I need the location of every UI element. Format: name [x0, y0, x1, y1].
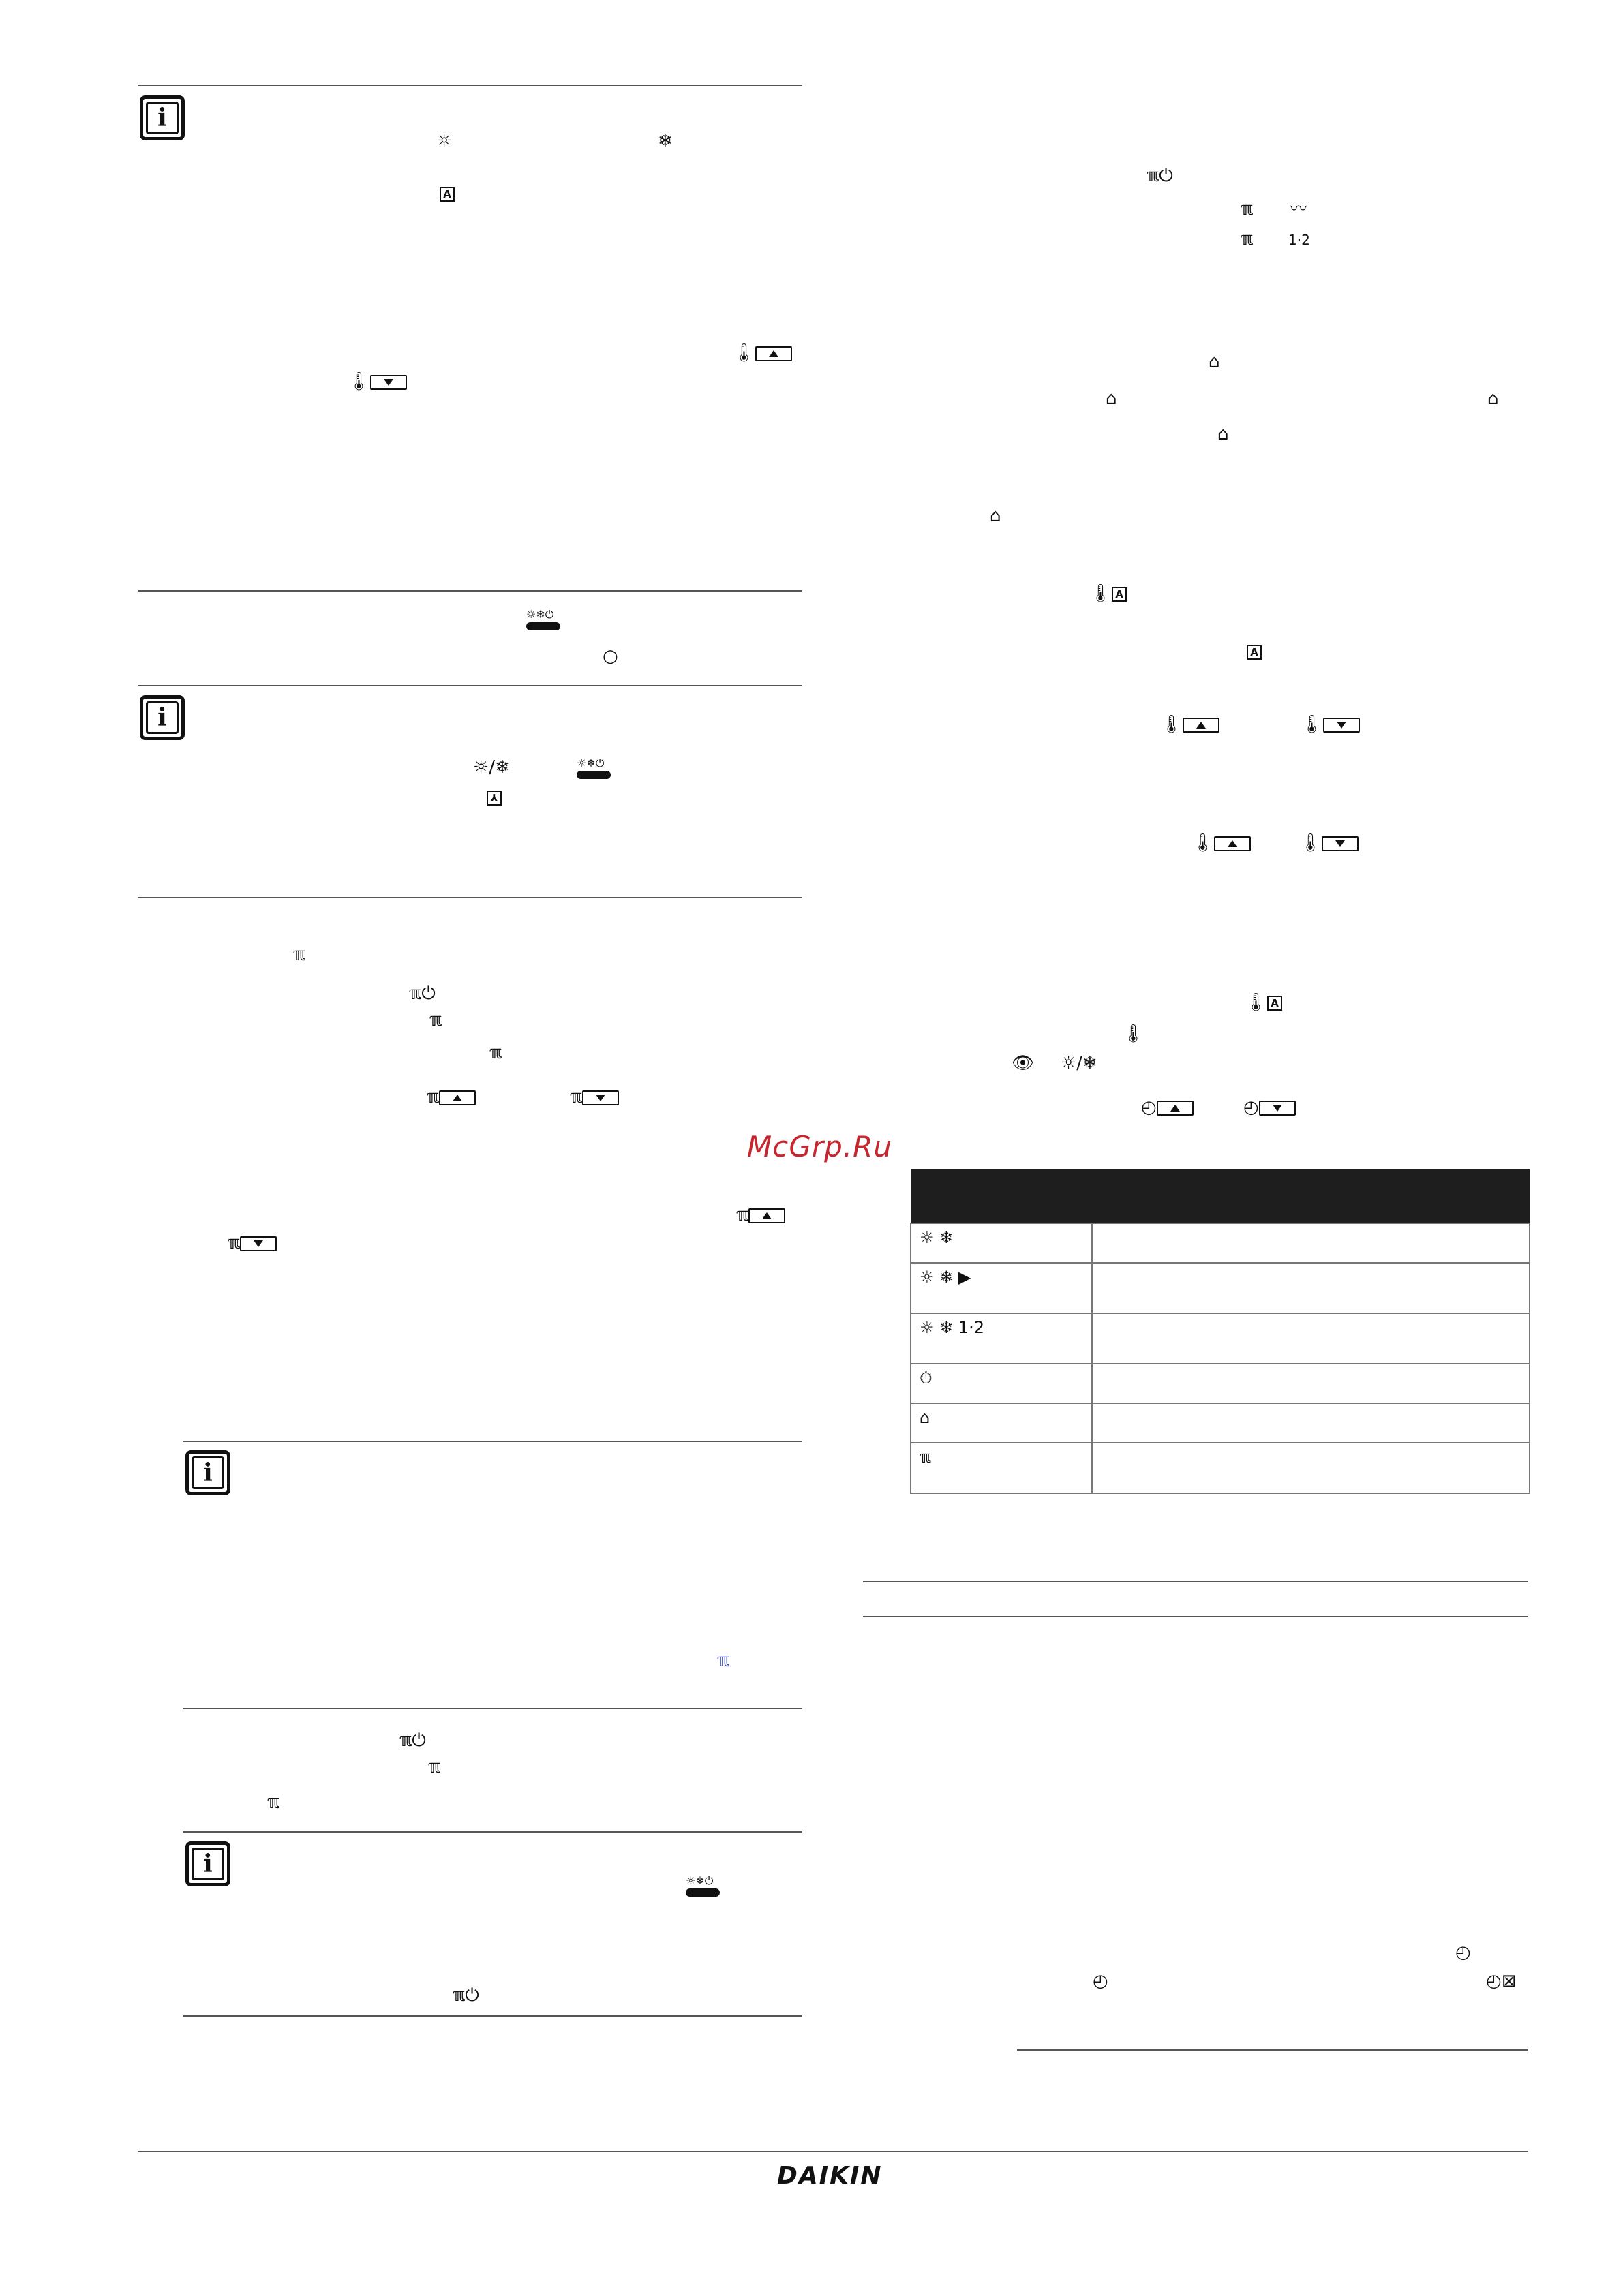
house-icon: ⌂ — [1487, 388, 1499, 409]
arrow-down-icon — [370, 375, 407, 390]
one-two-icon: 1·2 — [1288, 232, 1310, 248]
pill-icon — [526, 622, 560, 630]
thermometer-icon: 🌡 — [1160, 714, 1183, 735]
table-cell-text — [1092, 1313, 1530, 1364]
footer-divider — [138, 2151, 1528, 2152]
table-cell-text — [1092, 1364, 1530, 1403]
arrow-up-icon — [1157, 1101, 1194, 1116]
thermo-down-button[interactable] — [1299, 834, 1359, 852]
table-cell-text — [1092, 1443, 1530, 1493]
fan-icon: ⅄ — [487, 791, 502, 806]
thermometer-icon: 🌡 — [1299, 833, 1322, 853]
circle-icon: ○ — [603, 646, 618, 667]
tap-water-icon: ℼ — [1241, 199, 1254, 219]
table-cell-icons: ℼ — [911, 1443, 1092, 1493]
arrow-down-icon — [1259, 1101, 1296, 1116]
info-icon: i — [140, 695, 185, 740]
sun-snow-icon: ☼/❄ — [1061, 1053, 1097, 1073]
thermo-auto-icon: 🌡 A — [1089, 585, 1127, 602]
tap-up-button[interactable] — [427, 1088, 476, 1106]
arrow-down-icon — [240, 1236, 277, 1251]
house-icon: ⌂ — [1217, 424, 1229, 444]
tap-power-icon: ℼ⏻ — [399, 1730, 426, 1751]
quiet-mode-button[interactable] — [577, 758, 611, 780]
tap-water-icon: ℼ — [717, 1651, 730, 1671]
divider — [138, 590, 802, 592]
info-icon: i — [185, 1450, 230, 1495]
divider — [183, 1831, 802, 1833]
arrow-down-icon — [1323, 718, 1360, 733]
table-cell-text — [1092, 1223, 1530, 1263]
divider — [183, 1441, 802, 1442]
thermo-up-button[interactable] — [733, 344, 792, 362]
clock-cancel-icon: ◴⊠ — [1486, 1971, 1517, 1991]
icon-legend-table — [910, 1169, 1530, 1494]
thermometer-icon: 🌡 — [1192, 833, 1215, 853]
clock-up-button[interactable] — [1141, 1099, 1194, 1116]
arrow-up-icon — [748, 1208, 785, 1223]
thermometer-icon: 🌡 — [1122, 1024, 1145, 1044]
quiet-mode-button[interactable] — [526, 609, 560, 631]
pill-icon — [686, 1888, 720, 1897]
clock-icon: ◴ — [1243, 1097, 1259, 1118]
divider — [863, 1581, 1528, 1582]
tap-down-button[interactable] — [570, 1088, 619, 1106]
daikin-logo: DAIKIN — [777, 2162, 883, 2190]
sun-snow-power-icon: ☼❄⏻ — [686, 1874, 714, 1887]
table-cell-icons: ☼ ❄ — [911, 1223, 1092, 1263]
table-row — [911, 1223, 1530, 1263]
thermo-up-button[interactable] — [1160, 716, 1219, 733]
table-row — [911, 1364, 1530, 1403]
divider — [1017, 2049, 1528, 2051]
tap-water-icon: ℼ — [293, 945, 306, 965]
quiet-mode-button[interactable] — [686, 1876, 720, 1897]
tap-down-button[interactable] — [228, 1234, 277, 1252]
arrow-down-icon — [582, 1090, 619, 1105]
table-row — [911, 1443, 1530, 1493]
thermo-up-button[interactable] — [1192, 834, 1251, 852]
info-icon: i — [185, 1841, 230, 1886]
clock-icon: ◴ — [1455, 1942, 1471, 1963]
cooling-icon: ❄ — [658, 131, 673, 151]
sun-snow-power-icon: ☼❄⏻ — [526, 608, 554, 621]
watermark: McGrp.Ru — [747, 1130, 892, 1163]
eye-icon: 👁 — [1012, 1053, 1035, 1073]
table-cell-icons: ☼ ❄ ▶ — [911, 1263, 1092, 1313]
heating-icon: ☼ — [436, 131, 453, 151]
thermo-auto-icon: 🌡 A — [1245, 994, 1282, 1011]
tap-water-icon: ℼ — [736, 1205, 749, 1225]
tap-water-icon: ℼ — [1241, 229, 1254, 249]
thermo-down-button[interactable] — [1301, 716, 1360, 733]
tap-water-icon: ℼ — [267, 1792, 280, 1813]
auto-icon: A — [440, 187, 455, 202]
table-cell-icons: ⏱ — [911, 1364, 1092, 1403]
table-row — [911, 1403, 1530, 1443]
tap-water-icon: ℼ — [428, 1757, 441, 1777]
table-row — [911, 1263, 1530, 1313]
sun-snow-power-icon: ☼❄⏻ — [577, 756, 605, 769]
divider — [863, 1616, 1528, 1617]
divider — [138, 897, 802, 898]
thermometer-icon: 🌡 — [1301, 714, 1324, 735]
divider — [138, 85, 802, 86]
table-row — [911, 1313, 1530, 1364]
pill-icon — [577, 771, 611, 779]
arrow-up-icon — [755, 346, 792, 361]
tap-water-icon: ℼ — [427, 1087, 440, 1107]
house-icon: ⌂ — [990, 506, 1001, 526]
tap-water-icon: ℼ — [489, 1043, 502, 1063]
clock-down-button[interactable] — [1243, 1099, 1296, 1116]
tap-water-icon: ℼ — [429, 1010, 442, 1030]
clock-icon: ◴ — [1141, 1097, 1157, 1118]
house-icon: ⌂ — [1106, 388, 1117, 409]
thermometer-icon: 🌡 — [733, 343, 756, 363]
tap-power-icon: ℼ⏻ — [1147, 166, 1173, 186]
tap-water-icon: ℼ — [228, 1233, 241, 1253]
tap-up-button[interactable] — [736, 1206, 785, 1224]
wave-icon: 〰 — [1290, 199, 1308, 219]
info-icon: i — [140, 95, 185, 140]
table-cell-icons: ⌂ — [911, 1403, 1092, 1443]
table-header — [911, 1169, 1530, 1223]
arrow-up-icon — [1183, 718, 1219, 733]
thermometer-icon: 🌡 — [348, 371, 371, 392]
house-icon: ⌂ — [1209, 352, 1220, 372]
table-cell-text — [1092, 1263, 1530, 1313]
divider — [183, 1708, 802, 1709]
tap-power-icon: ℼ⏻ — [453, 1985, 479, 2006]
table-cell-text — [1092, 1403, 1530, 1443]
clock-icon: ◴ — [1093, 1971, 1108, 1991]
table-cell-icons: ☼ ❄ 1·2 — [911, 1313, 1092, 1364]
auto-icon: A — [1247, 645, 1262, 660]
arrow-up-icon — [1214, 836, 1251, 851]
divider — [183, 2015, 802, 2017]
divider — [138, 685, 802, 686]
arrow-down-icon — [1322, 836, 1359, 851]
tap-water-icon: ℼ — [570, 1087, 583, 1107]
tap-power-icon: ℼ⏻ — [409, 983, 436, 1004]
arrow-up-icon — [439, 1090, 476, 1105]
sun-snow-icon: ☼/❄ — [473, 757, 510, 778]
thermo-down-button[interactable] — [348, 373, 407, 391]
